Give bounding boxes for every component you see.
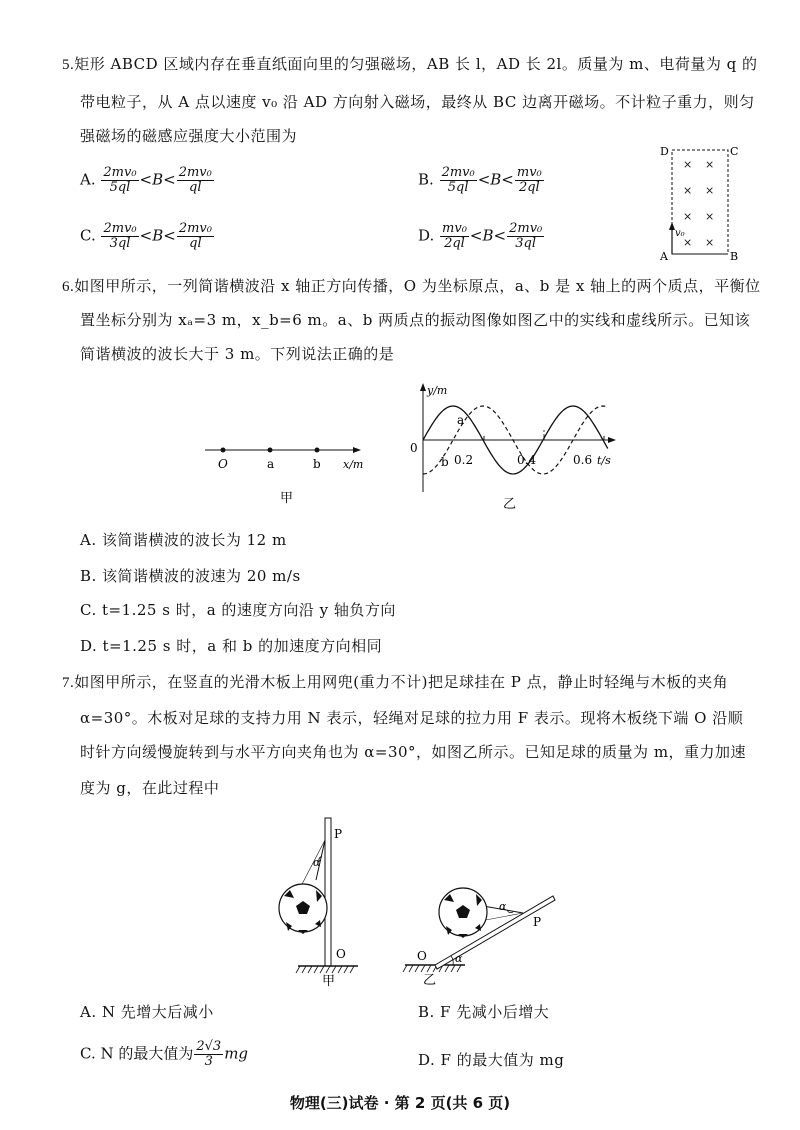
fraction-right: [515, 166, 544, 195]
q7-line1: [62, 672, 728, 693]
q5-number: 5.: [62, 57, 75, 73]
cross: ×: [705, 236, 715, 249]
label-B: B: [730, 250, 739, 263]
vertical-board: [325, 818, 331, 966]
option-label: B.: [418, 170, 439, 189]
q5-line1: [62, 54, 757, 75]
caption-yi: 乙: [423, 973, 437, 988]
inequality: <B<: [477, 170, 514, 189]
fraction-numerator: 2mv₀: [178, 221, 212, 236]
fraction-numerator: mv₀: [516, 165, 542, 180]
q7-option-b: B. F 先减小后增大: [418, 1003, 550, 1021]
page-footer: 物理(三)试卷 · 第 2 页(共 6 页): [289, 1094, 511, 1112]
q6-number: 6.: [62, 279, 75, 295]
label-alpha: α: [499, 900, 507, 913]
fraction-denominator: 3ql: [109, 236, 131, 251]
fraction-left: [101, 222, 138, 251]
caption-yi: 乙: [503, 497, 517, 512]
q5-line2: 带电粒子，从 A 点以速度 v₀ 沿 AD 方向射入磁场，最终从 BC 边离开磁场。不计粒子重力，则匀: [80, 93, 755, 111]
fraction-right: [177, 222, 214, 251]
point-a: [268, 448, 273, 453]
point-b: [315, 448, 320, 453]
fraction-denominator: ql: [189, 180, 202, 195]
label-A: A: [660, 250, 668, 263]
q7-option-d: D. F 的最大值为 mg: [418, 1051, 565, 1069]
fraction-denominator: 3ql: [515, 236, 537, 251]
label-a: a: [267, 457, 275, 471]
fraction-left: [101, 166, 138, 195]
label-P: P: [533, 915, 542, 929]
option-label: D.: [418, 226, 440, 245]
q5-line3: 强磁场的磁感应强度大小范围为: [80, 127, 298, 145]
q6-line3: 简谐横波的波长大于 3 m。下列说法正确的是: [80, 345, 395, 363]
tick-label-0.6: 0.6: [573, 453, 593, 467]
axis-arrow-icon: [353, 447, 361, 453]
label-xm: x/m: [343, 458, 364, 471]
label-alpha: α: [313, 856, 321, 869]
fraction-left: [440, 222, 469, 251]
q7-line3: 时针方向缓慢旋转到与水平方向夹角也为 α=30°，如图乙所示。已知足球的质量为 m，重力加速: [80, 743, 747, 761]
ground-hatch: [296, 966, 354, 973]
fraction-numerator: 2mv₀: [178, 165, 212, 180]
fraction-numerator: 2√3: [196, 1039, 222, 1054]
cross: ×: [705, 158, 715, 171]
fraction-denominator: 2ql: [444, 236, 465, 251]
q7-figure-yi: [395, 860, 565, 990]
cross: ×: [683, 210, 693, 223]
q7-line4: 度为 g，在此过程中: [80, 779, 220, 797]
point-O: [221, 448, 226, 453]
label-wave-a: a: [457, 413, 465, 427]
q6-option-a: A. 该简谐横波的波长为 12 m: [80, 531, 287, 549]
q7-number: 7.: [62, 675, 75, 691]
q7-option-c: [80, 1040, 248, 1069]
caption-jia: 甲: [280, 491, 294, 506]
label-P: P: [334, 827, 343, 841]
label-ts: t/s: [597, 454, 611, 467]
label-alpha-base: α: [455, 952, 463, 965]
label-O: O: [336, 947, 346, 961]
fraction-denominator: ql: [189, 236, 202, 251]
fraction: [194, 1040, 223, 1069]
inequality: <B<: [139, 226, 176, 245]
cross: ×: [683, 184, 693, 197]
cross-marks: [683, 158, 714, 249]
caption-jia: 甲: [322, 974, 336, 989]
fraction-numerator: 2mv₀: [103, 165, 137, 180]
label-origin: 0: [410, 441, 418, 455]
ground-hatch: [403, 965, 461, 972]
q6-figure-yi: [405, 380, 630, 520]
q6-option-d: D. t=1.25 s 时，a 和 b 的加速度方向相同: [80, 637, 383, 655]
label-ym: y/m: [427, 384, 448, 397]
label-v0: v₀: [675, 228, 685, 239]
label-O: O: [417, 949, 427, 963]
cross: ×: [683, 158, 693, 171]
label-O: O: [218, 457, 228, 471]
q6-line2: 置坐标分别为 xₐ=3 m，x_b=6 m。a、b 两质点的振动图像如图乙中的实线和虚线所示。已知该: [80, 311, 751, 329]
q7-text-1: 如图甲所示，在竖直的光滑木板上用网兜(重力不计)把足球挂在 P 点，静止时轻绳与木板的夹角: [74, 673, 729, 691]
t-axis-arrow-icon: [608, 437, 616, 443]
q5-text-1: 矩形 ABCD 区域内存在垂直纸面向里的匀强磁场，AB 长 l，AD 长 2l。质量为 m、电荷量为 q 的: [74, 55, 758, 73]
q7-line2: α=30°。木板对足球的支持力用 N 表示，轻绳对足球的拉力用 F 表示。现将木板绕下端 O 沿顺: [80, 709, 744, 727]
label-b: b: [313, 457, 321, 471]
q7-option-a: A. N 先增大后减小: [80, 1003, 214, 1021]
fraction-right: [177, 166, 214, 195]
q5-magnetic-field-figure: [650, 140, 750, 270]
q7-option-c-text: C. N 的最大值为: [80, 1044, 194, 1063]
q6-option-c: C. t=1.25 s 时，a 的速度方向沿 y 轴负方向: [80, 601, 396, 619]
fraction-numerator: 2mv₀: [103, 221, 137, 236]
fraction-denominator: 5ql: [447, 180, 469, 195]
tick-label-0.2: 0.2: [454, 453, 474, 467]
fraction-right: [507, 222, 544, 251]
q5-option-b: [418, 166, 545, 195]
q6-figure-jia: [195, 430, 385, 510]
option-label: A.: [80, 170, 101, 189]
label-C: C: [730, 145, 739, 158]
q5-option-c: [80, 222, 215, 251]
cross: ×: [705, 184, 715, 197]
q6-line1: [62, 276, 761, 297]
fraction-numerator: 2mv₀: [509, 221, 543, 236]
option-label: C.: [80, 226, 101, 245]
fraction-left: [440, 166, 477, 195]
q5-option-a: [80, 166, 215, 195]
cross: ×: [705, 210, 715, 223]
label-D: D: [660, 145, 669, 158]
label-wave-b: b: [441, 455, 449, 469]
inequality: <B<: [469, 226, 507, 245]
q5-option-d: [418, 222, 545, 251]
fraction-denominator: 2ql: [518, 180, 540, 195]
fraction-numerator: mv₀: [442, 221, 467, 236]
q6-text-1: 如图甲所示，一列简谐横波沿 x 轴正方向传播，O 为坐标原点，a、b 是 x 轴上的两个质点，平衡位: [74, 277, 761, 295]
tick-label-0.4: 0.4: [517, 453, 537, 467]
fraction-denominator: 5ql: [109, 180, 131, 195]
fraction-denominator: 3: [204, 1054, 213, 1069]
fraction-numerator: 2mv₀: [441, 165, 475, 180]
q6-option-b: B. 该简谐横波的波速为 20 m/s: [80, 567, 301, 585]
cross: ×: [683, 236, 693, 249]
q7-figure-jia: [270, 810, 380, 990]
y-axis-arrow-icon: [420, 383, 426, 391]
q7-option-c-unit: mg: [224, 1044, 249, 1063]
inequality: <B<: [139, 170, 176, 189]
